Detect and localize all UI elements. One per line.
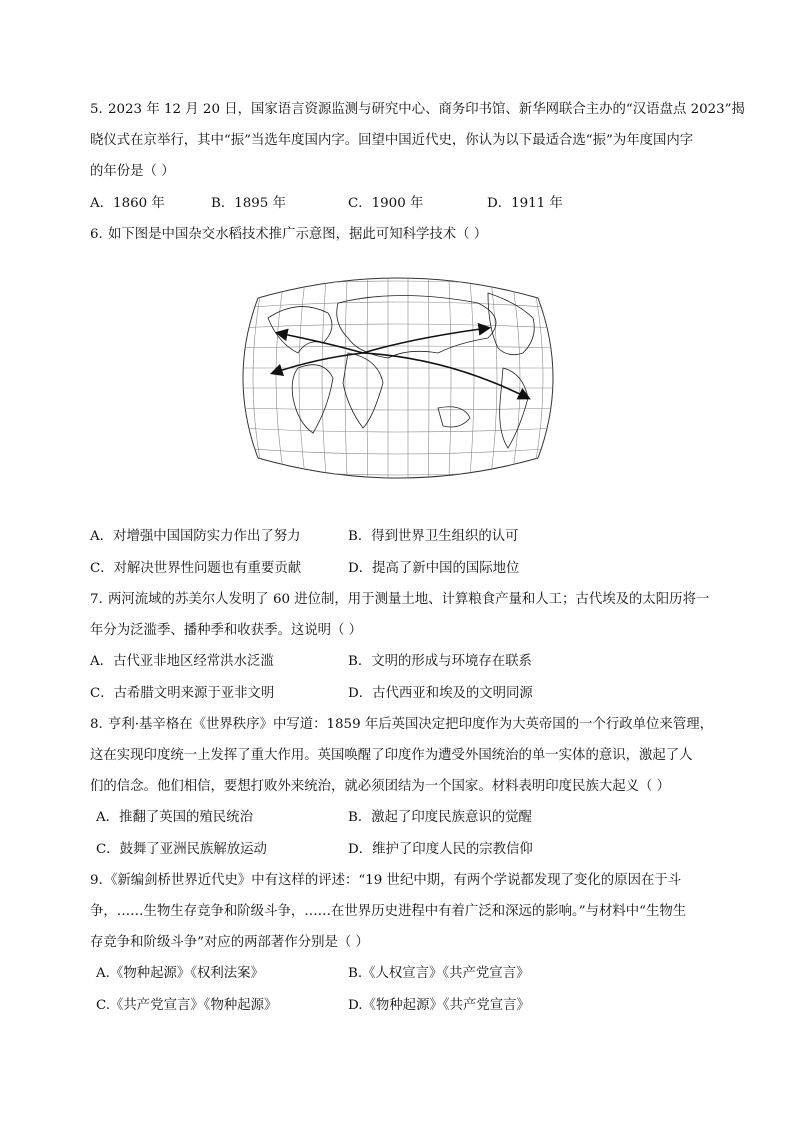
option-b: B．文明的形成与环境存在联系 (348, 654, 532, 669)
question-text-line: 存竞争和阶级斗争”对应的两部著作分别是（ ） (90, 935, 369, 950)
option-d: D.《物种起源》《共产党宣言》 (348, 998, 530, 1013)
option-b: B．1895 年 (211, 196, 286, 211)
option-c: C.《共产党宣言》《物种起源》 (96, 998, 278, 1013)
option-a: A．古代亚非地区经常洪水泛滥 (90, 654, 274, 669)
question-text-line: 亨利·基辛格在《世界秩序》中写道：1859 年后英国决定把印度作为大英帝国的一个行政单位来管理， (108, 717, 713, 732)
option-d: D．1911 年 (487, 196, 563, 211)
option-d: D．提高了新中国的国际地位 (348, 561, 520, 576)
option-a: A.《物种起源》《权利法案》 (96, 966, 264, 981)
option-a: A．推翻了英国的殖民统治 (96, 810, 253, 825)
question-text-line: 两河流域的苏美尔人发明了 60 进位制，用于测量土地、计算粮食产量和人工；古代埃及的太阳历将一 (108, 592, 710, 607)
rice-technology-world-map (238, 258, 558, 498)
question-text-line: 如下图是中国杂交水稻技术推广示意图，据此可知科学技术（ ） (108, 227, 488, 242)
option-c: C．1900 年 (348, 196, 424, 211)
option-a: A．1860 年 (90, 196, 165, 211)
question-text-line: 争，……生物生存竞争和阶级斗争，……在世界历史进程中有着广泛和深远的影响。”与材料中“生物生 (90, 904, 687, 919)
question-text-line: 们的信念。他们相信，要想打败外来统治，就必须团结为一个国家。材料表明印度民族大起义（ ） (90, 779, 671, 794)
option-d: D．古代西亚和埃及的文明同源 (348, 686, 533, 701)
option-c: C．对解决世界性问题也有重要贡献 (90, 561, 302, 576)
question-number: 8. (90, 717, 103, 732)
option-c: C．鼓舞了亚洲民族解放运动 (96, 842, 267, 857)
option-d: D．维护了印度人民的宗教信仰 (348, 842, 533, 857)
question-text-line: 这在实现印度统一上发挥了重大作用。英国唤醒了印度作为遭受外国统治的单一实体的意识，激起了人 (90, 748, 693, 763)
option-a: A．对增强中国国防实力作出了努力 (90, 529, 301, 544)
question-number: 9. (90, 873, 103, 888)
question-number: 6. (90, 227, 103, 242)
question-text-line: 晓仪式在京举行，其中“振”当选年度国内字。回望中国近代史，你认为以下最适合选“振”为年度国内字 (90, 133, 694, 148)
option-b: B．得到世界卫生组织的认可 (348, 529, 519, 544)
option-b: B．激起了印度民族意识的觉醒 (348, 810, 532, 825)
question-number: 5. (90, 102, 103, 117)
question-text-line: 的年份是（ ） (90, 164, 175, 179)
option-b: B.《人权宣言》《共产党宣言》 (348, 966, 530, 981)
question-text-line: 2023 年 12 月 20 日，国家语言资源监测与研究中心、商务印书馆、新华网联合主办的“汉语盘点 2023”揭 (108, 102, 745, 117)
option-c: C．古希腊文明来源于亚非文明 (90, 686, 275, 701)
question-number: 7. (90, 592, 103, 607)
question-text-line: 《新编剑桥世界近代史》中有这样的评述：“19 世纪中期，有两个学说都发现了变化的原因在于斗 (104, 873, 682, 888)
question-text-line: 年分为泛滥季、播种季和收获季。这说明（ ） (90, 623, 363, 638)
